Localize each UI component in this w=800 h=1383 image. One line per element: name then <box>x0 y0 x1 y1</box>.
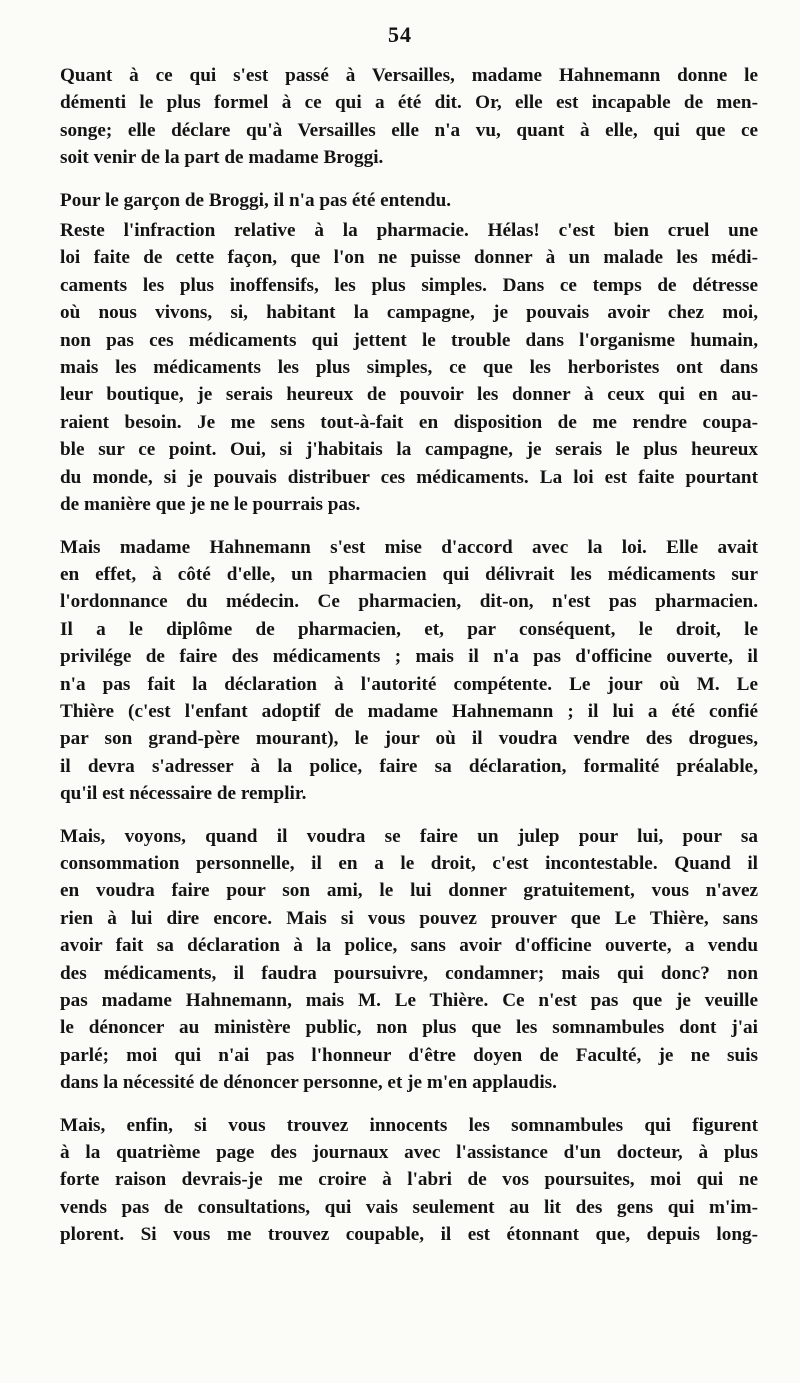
text-line: du monde, si je pouvais distribuer ces médicaments. La loi est faite pourtant <box>60 466 758 488</box>
text-line: Mais, enfin, si vous trouvez innocents les somnambules qui figurent <box>60 1114 758 1136</box>
text-line: en voudra faire pour son ami, le lui donner gratuitement, vous n'avez <box>60 880 758 902</box>
text-line: Quant à ce qui s'est passé à Versailles, madame Hahnemann donne le <box>60 65 758 86</box>
text-line: parlé; moi qui n'ai pas l'honneur d'être doyen de Faculté, je ne suis <box>60 1044 758 1066</box>
paragraph <box>58 823 758 1097</box>
page-number: 54 <box>388 22 412 47</box>
text-line: des médicaments, il faudra poursuivre, condamner; mais qui donc? non <box>60 962 758 984</box>
text-line: Il a le diplôme de pharmacien, et, par conséquent, le droit, le <box>60 618 758 640</box>
text-line: plorent. Si vous me trouvez coupable, il est étonnant que, depuis long- <box>60 1224 758 1246</box>
text-line: de manière que je ne le pourrais pas. <box>60 494 361 516</box>
text-line: consommation personnelle, il en a le droit, c'est incontestable. Quand il <box>60 852 758 874</box>
text-line: où nous vivons, si, habitant la campagne, je pouvais avoir chez moi, <box>60 302 758 324</box>
text-line: Pour le garçon de Broggi, il n'a pas été entendu. <box>60 189 452 211</box>
body-text <box>58 62 758 1249</box>
text-line: soit venir de la part de madame Broggi. <box>60 147 384 169</box>
text-line: Mais, voyons, quand il voudra se faire un julep pour lui, pour sa <box>60 825 758 847</box>
text-line: à la quatrième page des journaux avec l'assistance d'un docteur, à plus <box>60 1142 758 1164</box>
text-line: forte raison devrais-je me croire à l'abri de vos poursuites, moi qui ne <box>60 1169 758 1191</box>
text-line: il devra s'adresser à la police, faire sa déclaration, formalité préalable, <box>60 755 758 777</box>
text-line: qu'il est nécessaire de remplir. <box>60 783 307 805</box>
text-line: Reste l'infraction relative à la pharmacie. Hélas! c'est bien cruel une <box>60 220 758 242</box>
text-line: privilége de faire des médicaments ; mais il n'a pas d'officine ouverte, il <box>60 646 758 668</box>
text-line: avoir fait sa déclaration à la police, sans avoir d'officine ouverte, a vendu <box>60 935 758 957</box>
text-line: non pas ces médicaments qui jettent le trouble dans l'organisme humain, <box>60 329 758 351</box>
text-line: rien à lui dire encore. Mais si vous pouvez prouver que Le Thière, sans <box>60 907 758 929</box>
text-line: pas madame Hahnemann, mais M. Le Thière. Ce n'est pas que je veuille <box>60 990 758 1011</box>
text-line: le dénoncer au ministère public, non plus que les somnambules dont j'ai <box>60 1017 758 1039</box>
text-line: songe; elle déclare qu'à Versailles elle n'a vu, quant à elle, qui que ce <box>60 119 758 141</box>
text-line: démenti le plus formel à ce qui a été dit. Or, elle est incapable de men- <box>60 92 758 114</box>
text-line: raient besoin. Je me sens tout-à-fait en disposition de me rendre coupa- <box>60 411 758 433</box>
text-line: loi faite de cette façon, que l'on ne puisse donner à un malade les médi- <box>60 247 758 269</box>
paragraph <box>58 62 758 172</box>
text-line: dans la nécessité de dénoncer personne, et je m'en applaudis. <box>60 1072 557 1094</box>
text-line: par son grand-père mourant), le jour où il voudra vendre des drogues, <box>60 728 758 750</box>
text-line: Mais madame Hahnemann s'est mise d'accord avec la loi. Elle avait <box>60 536 758 558</box>
text-line: leur boutique, je serais heureux de pouvoir les donner à ceux qui en au- <box>60 384 758 406</box>
text-line: ble sur ce point. Oui, si j'habitais la campagne, je serais le plus heureux <box>60 439 758 461</box>
paragraph <box>58 534 758 808</box>
text-line: mais les médicaments les plus simples, ce que les herboristes ont dans <box>60 357 758 379</box>
text-line: l'ordonnance du médecin. Ce pharmacien, dit-on, n'est pas pharmacien. <box>60 591 758 613</box>
paragraph <box>58 187 758 214</box>
text-line: en effet, à côté d'elle, un pharmacien qui délivrait les médicaments sur <box>60 563 758 585</box>
text-line: n'a pas fait la déclaration à l'autorité compétente. Le jour où M. Le <box>60 673 758 695</box>
paragraph <box>58 1112 758 1249</box>
paragraph <box>58 217 758 518</box>
text-line: Thière (c'est l'enfant adoptif de madame Hahnemann ; il lui a été confié <box>60 700 758 722</box>
text-line: caments les plus inoffensifs, les plus simples. Dans ce temps de détresse <box>60 274 758 296</box>
text-line: vends pas de consultations, qui vais seulement au lit des gens qui m'im- <box>60 1196 758 1218</box>
